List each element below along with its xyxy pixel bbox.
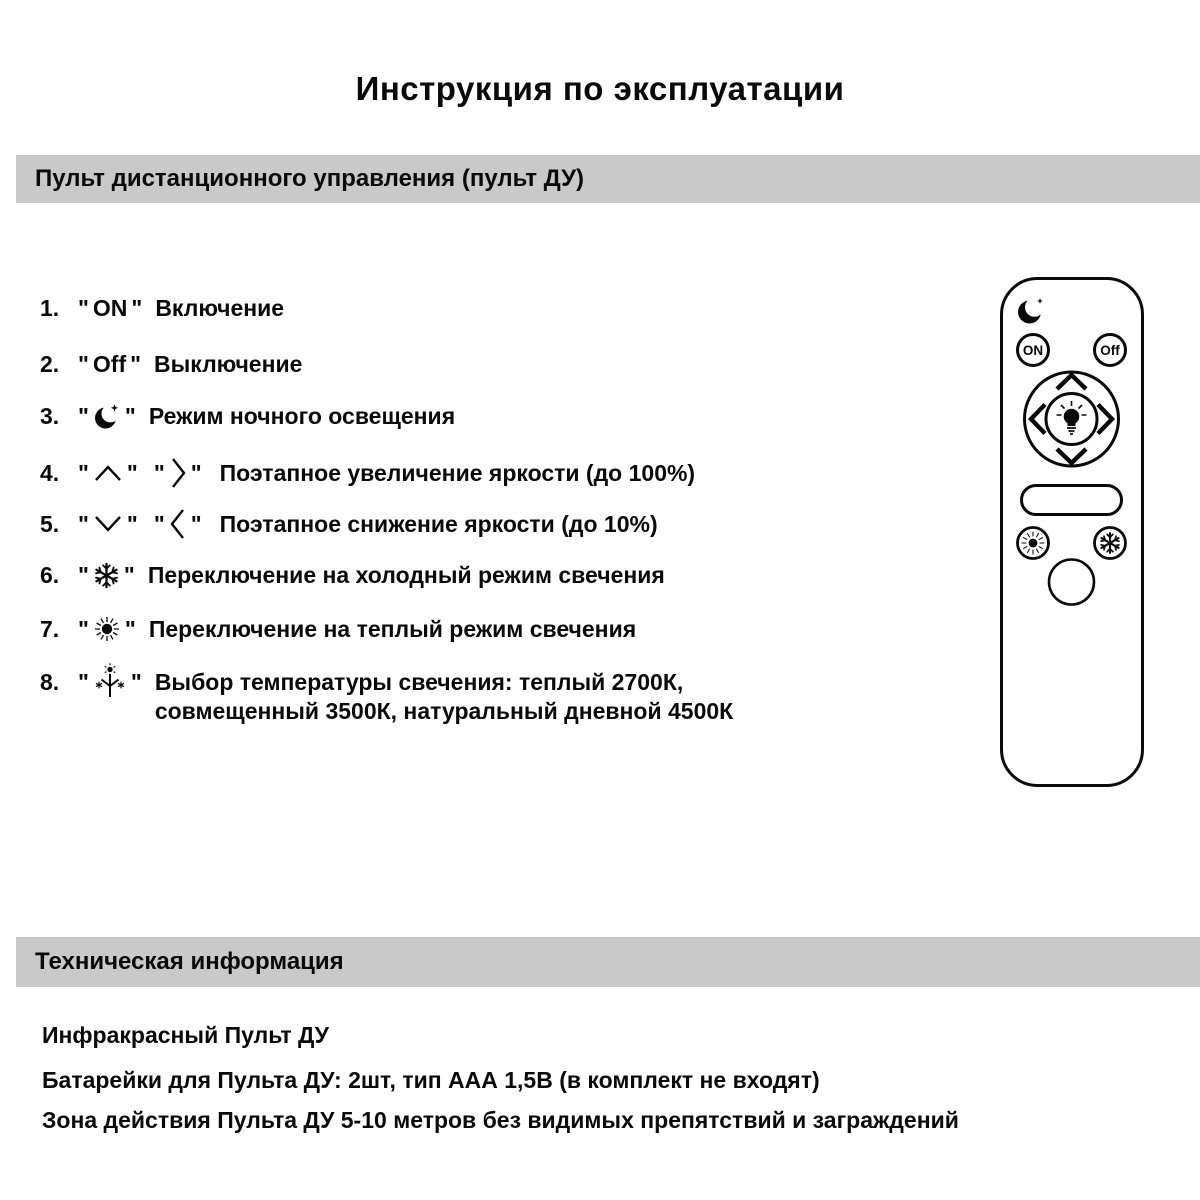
quote-mark: ": [153, 511, 165, 537]
item-description: Режим ночного освещения: [148, 403, 456, 429]
list-item-cold-mode: [40, 561, 665, 589]
section-header-remote-label: Пульт дистанционного управления (пульт ДУ): [35, 165, 584, 192]
chevron-left-icon: [169, 507, 187, 541]
quote-mark: ": [78, 351, 89, 377]
quote-mark: ": [190, 511, 202, 537]
quote-mark: ": [78, 295, 89, 321]
list-item-brightness-down: [40, 507, 658, 541]
off-button: [1095, 335, 1126, 366]
quote-mark: ": [78, 403, 89, 429]
item-number: 5.: [40, 511, 60, 537]
remote-control-illustration: [1000, 277, 1144, 787]
button-key-label: Off: [92, 351, 127, 377]
quote-mark: ": [131, 295, 143, 321]
quote-mark: ": [124, 403, 136, 429]
item-number: 2.: [40, 351, 60, 377]
quote-mark: ": [78, 460, 89, 486]
quote-mark: ": [78, 562, 89, 588]
button-key-label: ON: [92, 295, 128, 321]
nav-ring: [1025, 372, 1119, 466]
tech-info-line: Зона действия Пульта ДУ 5-10 метров без видимых препятствий и заграждений: [42, 1107, 959, 1133]
on-button-label: ON: [1022, 343, 1044, 358]
item-number: 7.: [40, 616, 60, 642]
list-item-night-mode: [40, 401, 455, 431]
quote-mark: ": [126, 511, 138, 537]
list-item-on: [40, 294, 284, 322]
item-description: [155, 668, 733, 726]
quote-mark: ": [78, 669, 89, 695]
chevron-up-icon: [93, 464, 123, 482]
list-item-brightness-up: [40, 456, 695, 490]
quote-mark: ": [78, 616, 89, 642]
snowflake-icon: [93, 562, 120, 589]
item-number: 6.: [40, 562, 60, 588]
quote-mark: ": [124, 616, 136, 642]
list-item-off: [40, 350, 302, 378]
quote-mark: ": [126, 460, 138, 486]
blank-pill-button: [1022, 486, 1122, 515]
on-button: [1018, 335, 1049, 366]
item-description: Переключение на теплый режим свечения: [148, 616, 637, 642]
chevron-right-icon: [169, 456, 187, 490]
section-header-tech-label: Техническая информация: [35, 948, 344, 975]
list-item-warm-mode: [40, 615, 636, 643]
tech-info-line: Инфракрасный Пульт ДУ: [42, 1022, 329, 1048]
item-number: 4.: [40, 460, 60, 486]
cold-button: [1095, 528, 1126, 559]
item-number: 3.: [40, 403, 60, 429]
moon-icon: [93, 401, 121, 431]
quote-mark: ": [153, 460, 165, 486]
item-description: Поэтапное увеличение яркости (до 100%): [219, 460, 696, 486]
quote-mark: ": [78, 511, 89, 537]
temp-select-icon: [93, 662, 127, 702]
round-blank-button: [1049, 560, 1094, 605]
chevron-down-icon: [93, 515, 123, 533]
item-number: 1.: [40, 295, 60, 321]
quote-mark: ": [130, 669, 142, 695]
section-header-tech: [16, 937, 1200, 987]
item-number: 8.: [40, 669, 60, 695]
item-description-line2: совмещенный 3500К, натуральный дневной 4500К: [154, 698, 734, 724]
quote-mark: ": [130, 351, 142, 377]
page-title: Инструкция по эксплуатации: [355, 70, 845, 107]
list-item-temp-select: [40, 668, 733, 726]
section-header-remote: [16, 155, 1200, 203]
item-description: Поэтапное снижение яркости (до 10%): [219, 511, 658, 537]
warm-button: [1018, 528, 1049, 559]
quote-mark: ": [190, 460, 202, 486]
quote-mark: ": [123, 562, 135, 588]
item-description-line1: Выбор температуры свечения: теплый 2700К,: [154, 669, 684, 695]
item-description: Включение: [155, 295, 285, 321]
off-button-label: Off: [1100, 343, 1120, 358]
item-description: Выключение: [154, 351, 303, 377]
tech-info-line: Батарейки для Пульта ДУ: 2шт, тип ААА 1,5В (в комплект не входят): [42, 1067, 820, 1093]
item-description: Переключение на холодный режим свечения: [147, 562, 665, 588]
warm-sun-icon: [93, 615, 121, 643]
